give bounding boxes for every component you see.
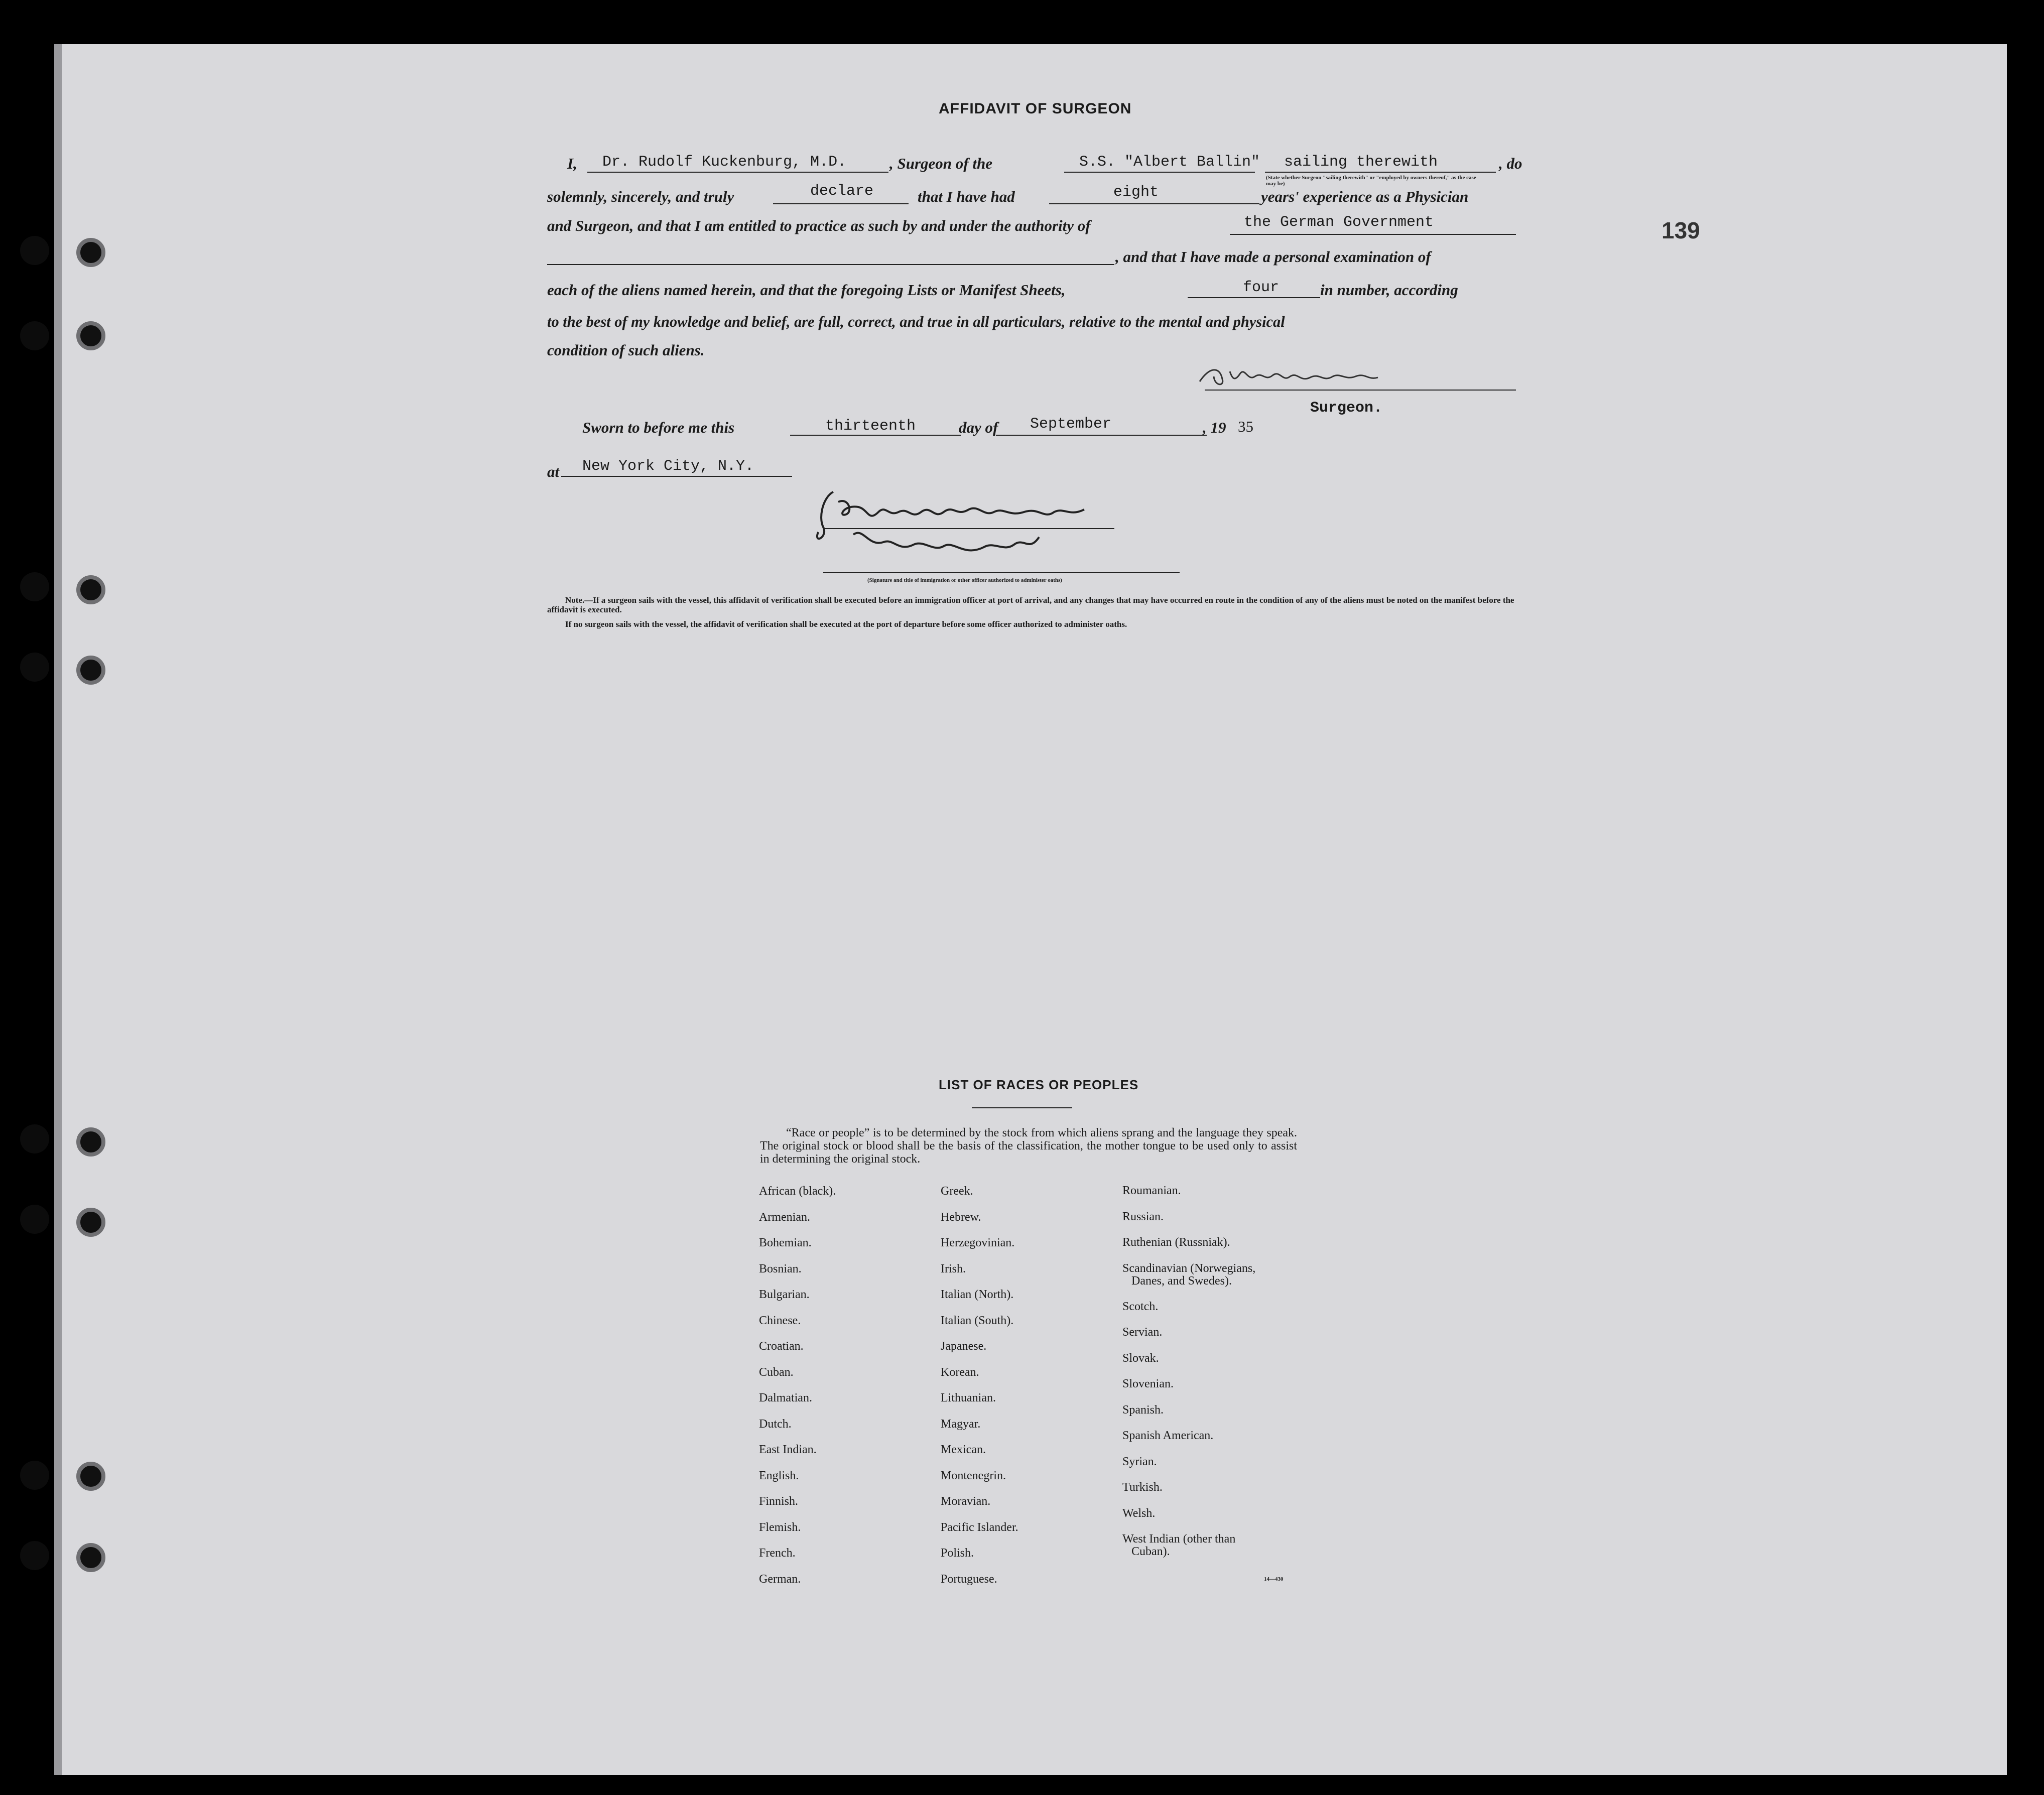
binder-hole <box>76 1543 105 1572</box>
declare-value: declare <box>810 183 874 200</box>
note-paragraph-1: Note.—If a surgeon sails with the vessel, this affidavit of verification shall be executed before an immigration officer at port of arrival, and any changes that may have occurred en route in the condition of any of the aliens must be noted on the manifest before the affidavit is executed. <box>547 595 1514 614</box>
binder-hole <box>76 575 105 604</box>
race-item: Servian. <box>1122 1326 1163 1339</box>
race-item: Polish. <box>941 1547 974 1560</box>
race-item: Korean. <box>941 1365 979 1379</box>
race-item: Chinese. <box>759 1314 801 1327</box>
year-prefix: , 19 <box>1203 419 1226 436</box>
document-sheet <box>54 44 2007 1775</box>
race-item: Hebrew. <box>941 1210 981 1224</box>
binder-hole <box>20 321 49 350</box>
binder-hole <box>76 321 105 350</box>
binder-hole <box>76 238 105 267</box>
day-of-label: day of <box>959 419 998 436</box>
line4-text: , and that I have made a personal examination of <box>1115 248 1431 266</box>
do-label: , do <box>1499 155 1522 172</box>
binder-hole <box>20 1124 49 1153</box>
ship-line <box>1064 172 1255 173</box>
race-item: Irish. <box>941 1262 966 1275</box>
day-value: thirteenth <box>825 418 916 435</box>
race-item: Lithuanian. <box>941 1391 996 1404</box>
month-value: September <box>1030 416 1112 433</box>
race-item: Cuban. <box>759 1365 794 1379</box>
sheets-line <box>1188 297 1320 298</box>
race-item: Pacific Islander. <box>941 1520 1018 1534</box>
race-item: Japanese. <box>941 1340 987 1353</box>
year-value: 35 <box>1238 418 1253 435</box>
race-item: Moravian. <box>941 1495 991 1508</box>
races-column-1 <box>759 1185 836 1598</box>
race-item: Flemish. <box>759 1520 801 1534</box>
races-title: LIST OF RACES OR PEOPLES <box>939 1077 1139 1092</box>
race-item: West Indian (other than Cuban). <box>1122 1532 1236 1558</box>
officer-signature-line-2 <box>823 572 1180 573</box>
place-value: New York City, N.Y. <box>582 458 754 475</box>
race-item: Roumanian. <box>1122 1184 1181 1197</box>
at-label: at <box>547 463 560 480</box>
race-item: Herzegovinian. <box>941 1236 1015 1249</box>
line3-text: and Surgeon, and that I am entitled to practice as such by and under the authority of <box>547 217 1091 234</box>
affidavit-title: AFFIDAVIT OF SURGEON <box>939 100 1132 117</box>
race-item: Scotch. <box>1122 1300 1159 1313</box>
race-item: German. <box>759 1572 801 1586</box>
surgeon-name-value: Dr. Rudolf Kuckenburg, M.D. <box>602 154 847 171</box>
race-item: Scandinavian (Norwegians, Danes, and Swedes). <box>1122 1261 1256 1288</box>
race-item: Bulgarian. <box>759 1288 810 1301</box>
race-item: English. <box>759 1469 799 1482</box>
binder-hole <box>76 1127 105 1157</box>
race-item: Slovak. <box>1122 1351 1159 1365</box>
race-item: Russian. <box>1122 1210 1164 1223</box>
binder-hole <box>20 572 49 601</box>
binder-hole <box>20 1541 49 1570</box>
line6-text: to the best of my knowledge and belief, are full, correct, and true in all particulars, relative to the mental and physical <box>547 313 1285 330</box>
sheet-left-edge <box>54 44 62 1775</box>
binder-hole <box>76 656 105 685</box>
month-line <box>996 435 1207 436</box>
race-item: Greek. <box>941 1185 973 1198</box>
declare-line <box>773 203 909 204</box>
authority-line <box>1230 234 1516 235</box>
surgeon-of-label: , Surgeon of the <box>889 155 992 172</box>
binder-hole <box>20 1461 49 1490</box>
surgeon-label: Surgeon. <box>1310 400 1383 417</box>
race-item: East Indian. <box>759 1443 817 1456</box>
races-title-rule <box>972 1107 1072 1108</box>
line7-text: condition of such aliens. <box>547 341 705 359</box>
race-item: Finnish. <box>759 1495 799 1508</box>
race-item: Armenian. <box>759 1210 810 1224</box>
line5-text-b: in number, according <box>1320 281 1458 299</box>
races-intro: “Race or people” is to be determined by the stock from which aliens sprang and the language they speak. The original stock or blood shall be the basis of the classification, the mother tongue to be used only to assist in determining the original stock. <box>760 1126 1297 1166</box>
place-line <box>561 476 792 477</box>
line5-text-a: each of the aliens named herein, and that the foregoing Lists or Manifest Sheets, <box>547 281 1066 299</box>
race-item: Syrian. <box>1122 1455 1157 1468</box>
race-item: Ruthenian (Russniak). <box>1122 1236 1230 1249</box>
years-value: eight <box>1113 184 1159 201</box>
race-item: Italian (North). <box>941 1288 1014 1301</box>
affidavit-i-label: I, <box>567 155 577 172</box>
line2-text-b: that I have had <box>918 188 1015 205</box>
surgeon-name-line <box>587 172 888 173</box>
race-item: Welsh. <box>1122 1506 1156 1520</box>
authority-continuation-line <box>547 264 1114 265</box>
sworn-label: Sworn to before me this <box>582 419 735 436</box>
authority-value: the German Government <box>1244 214 1434 231</box>
officer-signature-line-1 <box>823 528 1114 529</box>
binder-hole <box>20 1205 49 1234</box>
race-item: Montenegrin. <box>941 1469 1006 1482</box>
day-line <box>790 435 961 436</box>
race-item: Dalmatian. <box>759 1391 812 1404</box>
surgeon-signature-line <box>1205 390 1516 391</box>
officer-signature <box>803 477 1144 577</box>
race-item: Italian (South). <box>941 1314 1014 1327</box>
sheets-value: four <box>1243 279 1280 296</box>
binder-hole <box>76 1462 105 1491</box>
race-item: Mexican. <box>941 1443 986 1456</box>
race-item: Spanish American. <box>1122 1429 1214 1442</box>
binder-hole <box>76 1208 105 1237</box>
ship-name-value: S.S. "Albert Ballin" <box>1079 154 1260 171</box>
page-number: 139 <box>1662 217 1700 243</box>
race-item: Bohemian. <box>759 1236 812 1249</box>
binder-hole <box>20 653 49 682</box>
races-column-2 <box>941 1185 1018 1598</box>
race-item: Dutch. <box>759 1417 792 1431</box>
note-paragraph-2: If no surgeon sails with the vessel, the affidavit of verification shall be executed at the port of departure before some officer authorized to administer oaths. <box>565 619 1127 629</box>
sailing-line <box>1265 172 1496 173</box>
race-item: Portuguese. <box>941 1572 997 1586</box>
race-item: Spanish. <box>1122 1403 1164 1417</box>
sailing-note: (State whether Surgeon "sailing therewith" or "employed by owners thereof," as the case may be) <box>1266 175 1476 187</box>
race-item: Bosnian. <box>759 1262 802 1275</box>
line2-text-c: years' experience as a Physician <box>1261 188 1469 205</box>
officer-caption: (Signature and title of immigration or other officer authorized to administer oaths) <box>867 577 1062 583</box>
race-item: Magyar. <box>941 1417 981 1431</box>
form-number: 14—430 <box>1264 1576 1284 1582</box>
years-line <box>1049 203 1259 204</box>
races-column-3 <box>1122 1185 1255 1563</box>
binder-hole <box>20 236 49 265</box>
race-item: Slovenian. <box>1122 1377 1174 1390</box>
race-item: African (black). <box>759 1185 836 1198</box>
race-item: Turkish. <box>1122 1481 1163 1494</box>
sailing-value: sailing therewith <box>1284 154 1438 171</box>
line2-text-a: solemnly, sincerely, and truly <box>547 188 734 205</box>
race-item: Croatian. <box>759 1340 804 1353</box>
race-item: French. <box>759 1547 796 1560</box>
